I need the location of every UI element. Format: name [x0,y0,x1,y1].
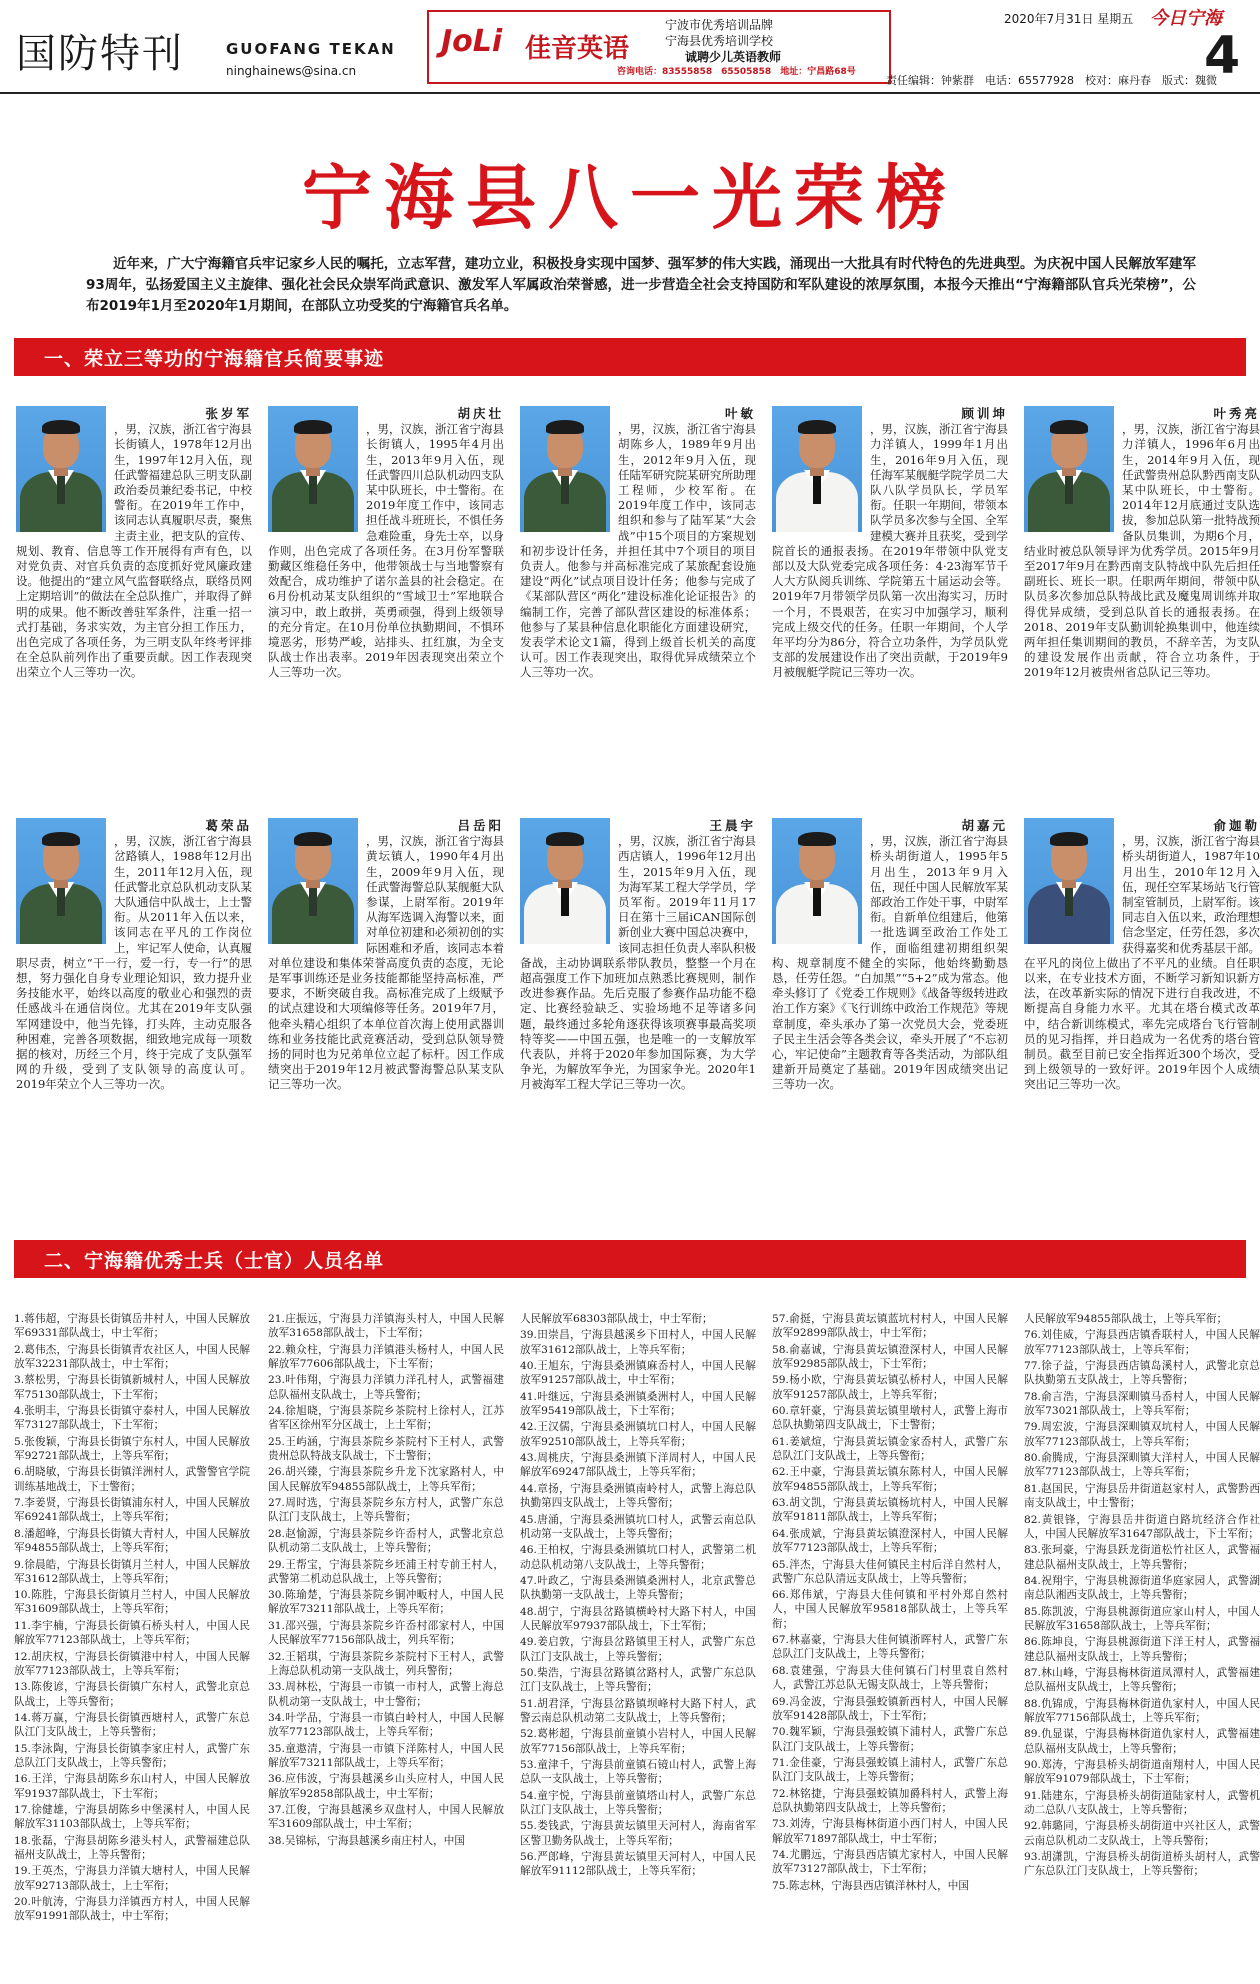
roster-entry: 51.胡君泽，宁海县岔路镇坝峰村大路下村人，武警云南总队机动第二支队战士，上等兵警衔； [520,1697,756,1724]
roster-entry: 37.江俊，宁海县越溪乡双盘村人，中国人民解放军31609部队战士，中士军衔； [268,1804,504,1831]
roster-entry: 63.胡文凯，宁海县黄坛镇杨坑村人，中国人民解放军91811部队战士，上等兵军衔； [772,1497,1008,1524]
soldier-name: 胡嘉元 [961,818,1008,833]
roster-entry: 人民解放军68303部队战士，中士军衔； [520,1313,713,1325]
roster-entry: 23.叶伟翔，宁海县力洋镇力洋孔村人，武警福建总队福州支队战士，上等兵警衔； [268,1374,504,1401]
roster-entry: 87.林山峰，宁海县梅林街道凤潭村人，武警福建总队福州支队战士，上等兵警衔； [1024,1666,1260,1694]
roster-entry: 14.蒋万赢，宁海县长街镇西塘村人，武警广东总队江门支队战士，上等兵警衔； [14,1711,250,1739]
roster-entry: 80.俞腾成，宁海县深甽镇大洋村人，中国人民解放军77123部队战士，上等兵军衔； [1024,1452,1260,1479]
roster-entry: 78.俞言浩，宁海县深甽镇马岙村人，中国人民解放军73021部队战士，上等兵军衔； [1024,1390,1260,1418]
soldier-card [772,406,1008,681]
roster-entry: 9.徐晨皓，宁海县长街镇月兰村人，中国人民解放军31612部队战士，上等兵军衔； [14,1558,250,1585]
roster-entry: 4.张明丰，宁海县长街镇守泰村人，中国人民解放军73127部队战士，下士军衔； [14,1405,250,1432]
roster-entry: 3.蔡松男，宁海县长街镇新城村人，中国人民解放军75130部队战士，下士军衔； [14,1374,250,1401]
roster-entry: 52.葛彬超，宁海县前童镇小岩村人，中国人民解放军77156部队战士，上等兵军衔； [520,1728,756,1755]
roster-entry: 89.仇显谋，宁海县梅林街道仇家村人，武警福建总队福州支队战士，上等兵警衔； [1024,1728,1260,1755]
roster-entry: 82.黄银锋，宁海县岳井街道白路坑经济合作社人，中国人民解放军31647部队战士，下士军衔； [1024,1513,1260,1540]
soldier-bio: ，男，汉族，浙江省宁海县岔路镇人，1988年12月出生，2011年12月入伍，现任武警北京总队机动支队某大队通信中队战士，上士警衔。从2011年入伍以来，该同志在平凡的工作岗位上，牢记军人使命，认真履职尽责，树立“干一行，爱一行，专一行”的思想，努力强化自身专业理论知识，致力提升业务技能水平，始终以高度的敬业心和强烈的责任感战斗在通信岗位。尤其在2019年支队强军网建设中，他当先锋，打头阵，主动克服各种困难，完善各项数据，细致地完成每一项数据的核对，历经三个月，终于完成了支队强军网的升级，受到了支队领导的高度认可。2019年荣立个人三等功一次。 [16,834,252,1092]
soldier-name: 张岁军 [205,406,252,421]
roster-entry: 72.林铭捷，宁海县强蛟镇加爵科村人，武警上海总队执勤第四支队战士，上等兵警衔； [772,1787,1008,1814]
roster-entry: 88.仇锦成，宁海县梅林街道仇家村人，中国人民解放军77156部队战士，上等兵军衔； [1024,1697,1260,1724]
roster-entry: 30.陈瑜楚，宁海县茶院乡铜冲畈村人，中国人民解放军73211部队战士，上等兵军衔； [268,1589,504,1616]
soldier-bio: ，男，汉族，浙江省宁海县黄坛镇人，1990年4月出生，2009年9月入伍，现任武警海警总队某舰艇大队参谋，上尉军衔。2019年从海军选调入海警以来，面对单位初建和必须初创的实际困难和矛盾，该同志本着对单位建设和集体荣誉高度负责的态度，无论是军事训练还是业务技能都能坚持高标准，严要求，不断突破自我。高标准完成了上级赋予的试点建设和大项编修等任务。2019年7月，他牵头精心组织了本单位首次海上使用武器训练和业务技能比武竞赛活动，受到总队领导赞扬的同时也为兄弟单位立起了标杆。因工作成绩突出于2019年12月被武警海警总队某支队记三等功一次。 [268,834,504,1092]
roster-entry: 84.祝翔宇，宁海县桃源街道华庭家园人，武警湖南总队湘西支队战士，上等兵警衔； [1024,1574,1260,1602]
roster-entry: 20.叶航涛，宁海县力洋镇西方村人，中国人民解放军91991部队战士，中士军衔； [14,1896,250,1923]
roster-column [772,1312,1008,1895]
roster-entry: 5.张俊颖，宁海县长街镇宁东村人，中国人民解放军92721部队战士，上等兵军衔； [14,1435,250,1463]
soldier-card [1024,406,1260,681]
roster-entry: 61.姜斌煊，宁海县黄坛镇金家岙村人，武警广东总队江门支队战士，上等兵警衔； [772,1435,1008,1463]
soldier-name: 胡庆壮 [457,406,504,421]
soldier-name: 吕岳阳 [457,818,504,833]
soldier-bio: ，男，汉族，浙江省宁海县长街镇人，1978年12月出生，1997年12月入伍，现任武警福建总队三明支队副政治委员兼纪委书记，中校警衔。在2019年工作中，该同志认真履职尽责，聚焦主责主业，把支队的宣传、规划、教育、信息等工作开展得有声有色，以对党负责、对官兵负责的态度抓好党风廉政建设。他提出的“建立风气监督联络点，联络员网上定期培训”的做法在全总队推广，并取得了鲜明的成果。他不断改善驻军条件，注重一招一式打基础，务求实效，为主官分担工作压力，出色完成了各项任务，为三明支队年终考评排在全总队前列作出了重要贡献。因工作表现突出荣立个人三等功一次。 [16,422,252,680]
section-2-header [14,1240,1246,1278]
soldier-name: 叶秀亮 [1213,406,1260,421]
roster-entry: 32.王韬琪，宁海县茶院乡茶院村下王村人，武警上海总队机动第一支队战士，列兵警衔； [268,1650,504,1677]
section-title: 国防特刊 [16,31,184,77]
roster-entry: 56.严郎峰，宁海县黄坛镇里天河村人，中国人民解放军91112部队战士，上等兵军衔； [520,1851,756,1878]
roster-entry: 79.周宏波，宁海县深甽镇双坑村人，中国人民解放军77123部队战士，上等兵军衔； [1024,1421,1260,1448]
intro-paragraph: 近年来，广大宁海籍官兵牢记家乡人民的嘱托，立志军营，建功立业，积极投身实现中国梦、强军梦的伟大实践，涌现出一大批具有时代特色的先进典型。为庆祝中国人民解放军建军93周年，弘扬爱国主义主旋律、强化社会民众崇军尚武意识、激发军人军属政治荣誉感，进一步营造全社会支持国防和军队建设的浓厚氛围，本报今天推出“宁海籍部队官兵光荣榜”，公布2019年1月至2020年1月期间，在部队立功受奖的宁海籍官兵名单。 [86,256,1196,314]
roster-entry: 42.王汉儒，宁海县桑洲镇坑口村人，中国人民解放军92510部队战士，上等兵军衔； [520,1421,756,1448]
soldier-card [16,406,252,681]
soldier-photo [520,406,610,532]
section-1-header [14,338,1246,376]
roster-entry: 75.陈志林，宁海县西店镇洋林村人，中国 [772,1879,969,1892]
soldier-name: 叶敏 [724,406,756,421]
ad-line-1: 宁波市优秀培训品牌 [665,18,774,32]
roster-entry: 38.吴锦标，宁海县越溪乡南庄村人，中国 [268,1834,465,1847]
roster-entry: 31.邵兴强，宁海县茶院乡许岙村邵家村人，中国人民解放军77156部队战士，列兵军衔； [268,1619,504,1647]
soldier-card [520,406,756,681]
roster-entry: 77.徐子益，宁海县西店镇岛溪村人，武警北京总队执勤第五支队战士，上等兵警衔； [1024,1360,1260,1387]
roster-entry: 46.王柏权，宁海县桑洲镇坑口村人，武警第二机动总队机动第八支队战士，上等兵警衔； [520,1544,756,1571]
roster-entry: 13.陈俊谚，宁海县长街镇广东村人，武警北京总队战士，上等兵警衔； [14,1681,250,1708]
roster-entry: 1.蒋伟超，宁海县长街镇岳井村人，中国人民解放军69331部队战士，中士军衔； [14,1313,250,1340]
soldier-photo [772,818,862,944]
soldier-card [268,406,504,681]
roster-column [520,1312,756,1881]
editor-credits: 责任编辑：钟紫群 电话：65577928 校对：麻丹春 版式：魏微 [886,74,1217,87]
roster-entry: 93.胡潇凯，宁海县桥头胡街道桥头胡村人，武警广东总队江门支队战士，上等兵警衔； [1024,1851,1260,1878]
roster-entry: 18.张磊，宁海县胡陈乡港头村人，武警福建总队福州支队战士，上等兵警衔； [14,1834,250,1861]
roster-entry: 90.郑涛，宁海县桥头胡街道南翔村人，中国人民解放军91079部队战士，下士军衔； [1024,1759,1260,1786]
ad-logo: JoLi [441,24,503,59]
ad-name: 佳音英语 [525,34,630,64]
roster-entry: 34.叶学品，宁海县一市镇白岭村人，中国人民解放军77123部队战士，上等兵军衔； [268,1711,504,1739]
roster-entry: 47.叶政乙，宁海县桑洲镇桑洲村人，北京武警总队执勤第一支队战士，上等兵警衔； [520,1574,756,1602]
roster-entry: 39.田崇昌，宁海县越溪乡下田村人，中国人民解放军31612部队战士，上等兵军衔； [520,1329,756,1356]
ad-line-3: 诚聘少儿英语教师 [685,50,782,64]
soldier-bio: ，男，汉族，浙江省宁海县桥头胡街道人，1987年10月出生，2010年12月入伍，现任空军某场站飞行管制室管制员，上尉军衔。该同志自入伍以来，政治理想信念坚定，任劳任怨，多次获得嘉奖和优秀基层干部。在平凡的岗位上做出了不平凡的业绩。自任职以来，在专业技术方面，不断学习新知识新方法，在改革新实际的情况下进行自我改进，不断提高自身能力水平。尤其在塔台模式改革中，结合新训练模式，率先完成塔台飞行管制员的见习指挥，并日趋成为一名优秀的塔台管制员。截至目前已安全指挥近300个场次，受到上级领导的一致好评。2019年因个人成绩突出记三等功一次。 [1024,834,1260,1092]
roster-entry: 91.陆建东，宁海县桥头胡街道陆家村人，武警机动二总队八支队战士，上等兵警衔； [1024,1789,1260,1816]
roster-entry: 85.陈凯波，宁海县桃源街道应家山村人，中国人民解放军31658部队战士，上等兵军衔； [1024,1605,1260,1632]
soldier-bio: ，男，汉族，浙江省宁海县力洋镇人，1999年1月出生，2016年9月入伍，现任海军某舰艇学院学员二大队八队学员队长，学员军衔。任职一年期间，带领本队学员多次参与全国、全军建模大赛并且获奖，受到学院首长的通报表扬。在2019年带领中队党支部以及大队党委完成各项任务：4·23海军节千人大方队阅兵训练、学院第五十届运动会等。2019年7月带领学员队第一次出海实习，历时一个月，不畏艰苦，在实习中加强学习，顺利完成上级交代的任务。任职一年期间，个人学年平均分为86分，符合立功条件，为学员队党支部的发展建设作出了突出贡献，于2019年9月被舰艇学院记三等功一次。 [772,422,1008,680]
roster-entry: 49.姜启敦，宁海县岔路镇里王村人，武警广东总队江门支队战士，上等兵警衔； [520,1636,756,1663]
soldier-card [772,818,1008,1093]
roster-entry: 26.胡兴臻，宁海县茶院乡升龙下沈家路村人，中国人民解放军94855部队战士，上等兵军衔； [268,1466,504,1493]
roster-entry: 54.童宇悦，宁海县前童镇塔山村人，武警广东总队江门支队战士，上等兵警衔； [520,1789,756,1816]
roster-entry: 35.童遨清，宁海县一市镇下洋陈村人，中国人民解放军73211部队战士，上等兵军衔； [268,1742,504,1769]
roster-entry: 60.章轩豪，宁海县黄坛镇里墩村人，武警上海市总队执勤第四支队战士，下士警衔； [772,1405,1008,1432]
roster-entry: 21.庄振远，宁海县力洋镇海头村人，中国人民解放军31658部队战士，下士军衔； [268,1313,504,1340]
roster-entry: 71.金佳豪，宁海县强蛟镇上浦村人，武警广东总队江门支队战士，上等兵警衔； [772,1756,1008,1784]
roster-entry: 33.周林松，宁海县一市镇一市村人，武警上海总队机动第一支队战士，中士警衔； [268,1681,504,1708]
roster-entry: 69.冯金波，宁海县强蛟镇新西村人，中国人民解放军91428部队战士，下士军衔； [772,1695,1008,1722]
soldier-photo [268,406,358,532]
soldier-card [16,818,252,1093]
soldier-bio: ，男，汉族，浙江省宁海县西店镇人，1996年12月出生，2015年9月入伍，现为海军某工程大学学员，学员军衔。2019年11月17日在第十三届iCAN国际创新创业大赛中国总决赛中，该同志担任负责人率队积极备战，主动协调联系带队教员，整整一个月在超高强度工作下加班加点熟悉比赛规则，制作改进参赛作品。先后克服了参赛作品功能不稳定、比赛经验缺乏、实验场地不足等诸多问题，最终通过多轮角逐获得该项赛事最高奖项特等奖——中国五强，也是唯一的一支解放军代表队，并将于2020年参加国际赛，为大学争光，为解放军争光，为国家争光。2020年1月被海军工程大学记三等功一次。 [520,834,756,1092]
roster-entry: 65.泮杰，宁海县大佳何镇民主村后洋自然村人，武警广东总队清远支队战士，上等兵警衔； [772,1558,1008,1585]
roster-entry: 19.王英杰，宁海县力洋镇大塘村人，中国人民解放军92713部队战士，上士军衔； [14,1865,250,1892]
roster-entry: 24.徐旭晓，宁海县茶院乡茶院村上徐村人，江苏省军区徐州军分区战士，上士军衔； [268,1405,504,1432]
roster-entry: 人民解放军94855部队战士，上等兵军衔； [1024,1313,1228,1325]
soldier-card [520,818,756,1093]
roster-entry: 55.娄钱武，宁海县黄坛镇里天河村人，海南省军区警卫勤务队战士，上等兵军衔； [520,1820,756,1847]
roster-entry: 6.胡晓敏，宁海县长街镇洋洲村人，武警警官学院训练基地战士，下士警衔； [14,1466,250,1493]
roster-entry: 36.应伟波，宁海县越溪乡山头应村人，中国人民解放军92858部队战士，中士军衔； [268,1773,504,1800]
roster-entry: 76.刘佳威，宁海县西店镇香联村人，中国人民解放军77123部队战士，上等兵军衔； [1024,1329,1260,1356]
soldier-photo [772,406,862,532]
roster-entry: 12.胡庆权，宁海县长街镇港中村人，中国人民解放军77123部队战士，上等兵军衔； [14,1650,250,1677]
roster-entry: 50.柴浩，宁海县岔路镇岔路村人，武警广东总队江门支队战士，上等兵警衔； [520,1666,756,1694]
roster-entry: 43.周桃庆，宁海县桑洲镇下洋周村人，中国人民解放军69247部队战士，上等兵军衔； [520,1452,756,1479]
section-2-title: 二、宁海籍优秀士兵（士官）人员名单 [44,1250,385,1272]
roster-column [1024,1312,1260,1881]
section-1-title: 一、荣立三等功的宁海籍官兵简要事迹 [44,348,385,370]
roster-entry: 8.潘超峰，宁海县长街镇大青村人，中国人民解放军94855部队战士，上等兵军衔； [14,1527,250,1555]
roster-entry: 15.李泳陶，宁海县长街镇李家庄村人，武警广东总队江门支队战士，上等兵警衔； [14,1742,250,1769]
soldier-bio: ，男，汉族，浙江省宁海县力洋镇人，1996年6月出生，2014年9月入伍，现任武警贵州总队黔西南支队某中队班长，中士警衔。2014年12月底通过支队选拔，参加总队第一批特战预备队员集训，为期6个月，结业时被总队领导评为优秀学员。2015年9月至2017年9月在黔西南支队特战中队先后担任副班长、班长一职。任职两年期间，带领中队队员多次参加总队特战比武及魔鬼周训练并取得优异成绩，受到总队首长的通报表扬。在2018、2019年支队勤训轮换集训中，他连续两年担任集训期间的教员，不辞辛苦，为支队的建设发展作出贡献，符合立功条件，于2019年12月被贵州省总队记三等功。 [1024,422,1260,680]
ad-line-2: 宁海县优秀培训学校 [665,34,774,48]
roster-entry: 64.张成斌，宁海县黄坛镇澄深村人，中国人民解放军77123部队战士，上等兵军衔； [772,1527,1008,1555]
roster-column [268,1312,504,1850]
roster-entry: 74.尤鹏远，宁海县西店镇尤家村人，中国人民解放军73127部队战士，下士军衔； [772,1848,1008,1876]
ad-contact: 咨询电话：83555858 65505858 地址：宁昌路68号 [617,67,856,77]
roster-entry: 70.魏军颖，宁海县强蛟镇下浦村人，武警广东总队江门支队战士，上等兵警衔； [772,1726,1008,1753]
roster-column [14,1312,250,1926]
page-title: 宁海县八一光荣榜 [302,157,958,239]
roster-entry: 40.王旭东，宁海县桑洲镇麻岙村人，中国人民解放军91257部队战士，中士军衔； [520,1360,756,1387]
roster-entry: 17.徐健雄，宁海县胡陈乡中堡溪村人，中国人民解放军31103部队战士，上等兵军衔； [14,1804,250,1831]
roster-entry: 7.李姜贤，宁海县长街镇浦东村人，中国人民解放军69241部队战士，上等兵军衔； [14,1497,250,1524]
soldier-name: 葛荣品 [205,818,252,833]
roster-entry: 73.刘涛，宁海县梅林街道小西门村人，中国人民解放军71897部队战士，中士军衔； [772,1818,1008,1845]
roster-entry: 83.张珂豪，宁海县跃龙街道松竹社区人，武警福建总队福州支队战士，上等兵警衔； [1024,1544,1260,1571]
masthead [0,0,1260,94]
soldier-photo [1024,818,1114,944]
soldier-photo [268,818,358,944]
roster-entry: 57.俞挺，宁海县黄坛镇蓝坑村村人，中国人民解放军92899部队战士，中士军衔； [772,1313,1008,1340]
roster-entry: 92.韩璐同，宁海县桥头胡街道中兴社区人，武警云南总队机动二支队战士，上等兵警衔； [1024,1820,1260,1847]
roster-entry: 68.袁建强，宁海县大佳何镇石门村里袁自然村人，武警江苏总队无锡支队战士，上等兵警衔； [772,1664,1008,1692]
roster-entry: 59.杨小欧，宁海县黄坛镇弘桥村人，中国人民解放军91257部队战士，上等兵军衔； [772,1374,1008,1401]
soldier-bio: ，男，汉族，浙江省宁海县胡陈乡人，1989年9月出生，2012年9月入伍，现任陆军研究院某研究所助理工程师，少校军衔。在2019年度工作中，该同志组织和参与了陆军某“大会战”中15个项目的方案规划和初步设计任务，并担任其中7个项目的项目负责人。他参与并高标准完成了某旅配套设施建设“两化”试点项目设计任务；他参与完成了《某部队营区“两化”建设标准化论证报告》的编制工作，完善了部队营区建设的标准体系；他参与了某县种信息化职能化方面建设研究，发表学术论文1篇，得到上级首长机关的高度认可。因工作表现突出，取得优异成绩荣立个人三等功一次。 [520,422,756,680]
advertisement [427,10,891,84]
roster-entry: 16.王洋，宁海县胡陈乡东山村人，中国人民解放军91937部队战士，下士军衔； [14,1773,250,1800]
roster-entry: 22.赖众柱，宁海县力洋镇港头杨村人，中国人民解放军77606部队战士，下士军衔； [268,1343,504,1370]
soldier-bio: ，男，汉族，浙江省宁海县桥头胡街道人，1995年5月出生，2013年9月入伍，现任中国人民解放军某部政治工作处干事，中尉军衔。自新单位组建后，他第一批选调至政治工作处工作，面临组建初期组织架构、规章制度不健全的实际，他始终勤勤恳恳，任劳任怨。“白加黑”“5+2”成为常态。他牵头修订了《党委工作规则》《战备等级转进政治工作方案》《飞行训练中政治工作规范》等规章制度，牵头承办了第一次党员大会，党委班子民主生活会等各类会议，牵头开展了“不忘初心，牢记使命”主题教育等各类活动，为部队组建新开局奠定了基础。2019年因成绩突出记三等功一次。 [772,834,1008,1092]
roster-entry: 29.王帮宝，宁海县茶院乡坯浦王村专前王村人，武警第二机动总队战士，上等兵警衔； [268,1558,504,1585]
soldier-name: 王晨宇 [709,818,756,833]
roster-entry: 45.唐涌，宁海县桑洲镇坑口村人，武警云南总队机动第一支队战士，上等兵警衔； [520,1513,756,1540]
roster-entry: 58.俞嘉诚，宁海县黄坛镇澄深村人，中国人民解放军92985部队战士，下士军衔； [772,1343,1008,1370]
roster-entry: 86.陈坤良，宁海县桃源街道下洋王村人，武警福建总队福州支队战士，上等兵警衔； [1024,1636,1260,1663]
soldier-card [1024,818,1260,1093]
soldier-card [268,818,504,1093]
roster-entry: 41.叶继远，宁海县桑洲镇桑洲村人，中国人民解放军95419部队战士，下士军衔； [520,1390,756,1418]
soldier-photo [1024,406,1114,532]
roster-entry: 11.李宇楠，宁海县长街镇石桥头村人，中国人民解放军77123部队战士，上等兵军衔； [14,1619,250,1647]
soldier-photo [520,818,610,944]
roster-entry: 66.郑伟斌，宁海县大佳何镇和平村外郑自然村人，中国人民解放军95818部队战士，上等兵军衔； [772,1589,1008,1630]
soldier-name: 俞迦勒 [1213,818,1260,833]
soldier-name: 顾训坤 [961,406,1008,421]
soldier-photo [16,818,106,944]
issue-date: 2020年7月31日 星期五 [1004,12,1134,26]
soldier-photo [16,406,106,532]
soldier-bio: ，男，汉族，浙江省宁海县长街镇人，1995年4月出生，2013年9月入伍，现任武警四川总队机动四支队某中队班长，中士警衔。在2019年度工作中，该同志担任战斗班班长，不惧任务急难险重，身先士卒，以身作则，出色完成了各项任务。在3月份军警联勤藏区维稳任务中，他带领战士与当地警察有效配合，成功维护了诺尔盖县的社会稳定。在6月份机动某支队组织的“雪域卫士”军地联合演习中，敢上敢拼，英勇顽强，得到上级领导的充分肯定。在10月份单位执勤期间，不惧环境恶劣，形势严峻，站排头、扛红旗，为全支队战士作出表率。2019年因表现突出荣立个人三等功一次。 [268,422,504,680]
roster-entry: 25.王屿涵，宁海县茶院乡茶院村下王村人，武警贵州总队特战支队战士，下士警衔； [268,1435,504,1463]
roster-entry: 10.陈胜，宁海县长街镇月兰村人，中国人民解放军31609部队战士，上等兵军衔； [14,1589,250,1616]
roster-entry: 48.胡宁，宁海县岔路镇横岭村大路下村人，中国人民解放军97937部队战士，下士军衔； [520,1605,756,1632]
page-number: 4 [1204,26,1241,86]
roster-entry: 28.赵愉源，宁海县茶院乡许岙村人，武警北京总队机动第二支队战士，上等兵警衔； [268,1527,504,1555]
paper-logo: 今日宁海 [1150,8,1222,29]
roster-entry: 2.葛伟杰，宁海县长街镇青农社区人，中国人民解放军32231部队战士，中士军衔； [14,1343,250,1370]
roster-entry: 67.林嘉豪，宁海县大佳何镇浙晖村人，武警广东总队江门支队战士，上等兵警衔； [772,1634,1008,1661]
roster-entry: 62.王中豪，宁海县黄坛镇东陈村人，中国人民解放军94855部队战士，上等兵军衔； [772,1466,1008,1493]
roster-entry: 81.赵国民，宁海县岳井街道赵家村人，武警黔西南支队战士，中士警衔； [1024,1482,1260,1510]
roster-entry: 53.童津千，宁海县前童镇石镜山村人，武警上海总队一支队战士，上等兵警衔； [520,1759,756,1786]
section-title-en: GUOFANG TEKAN [226,40,396,58]
roster-entry: 27.周时选，宁海县茶院乡东方村人，武警广东总队江门支队战士，上等兵警衔； [268,1497,504,1524]
contact-email: ninghainews@sina.cn [226,64,357,78]
roster-entry: 44.章扬，宁海县桑洲镇南岭村人，武警上海总队执勤第四支队战士，上等兵警衔； [520,1482,756,1510]
